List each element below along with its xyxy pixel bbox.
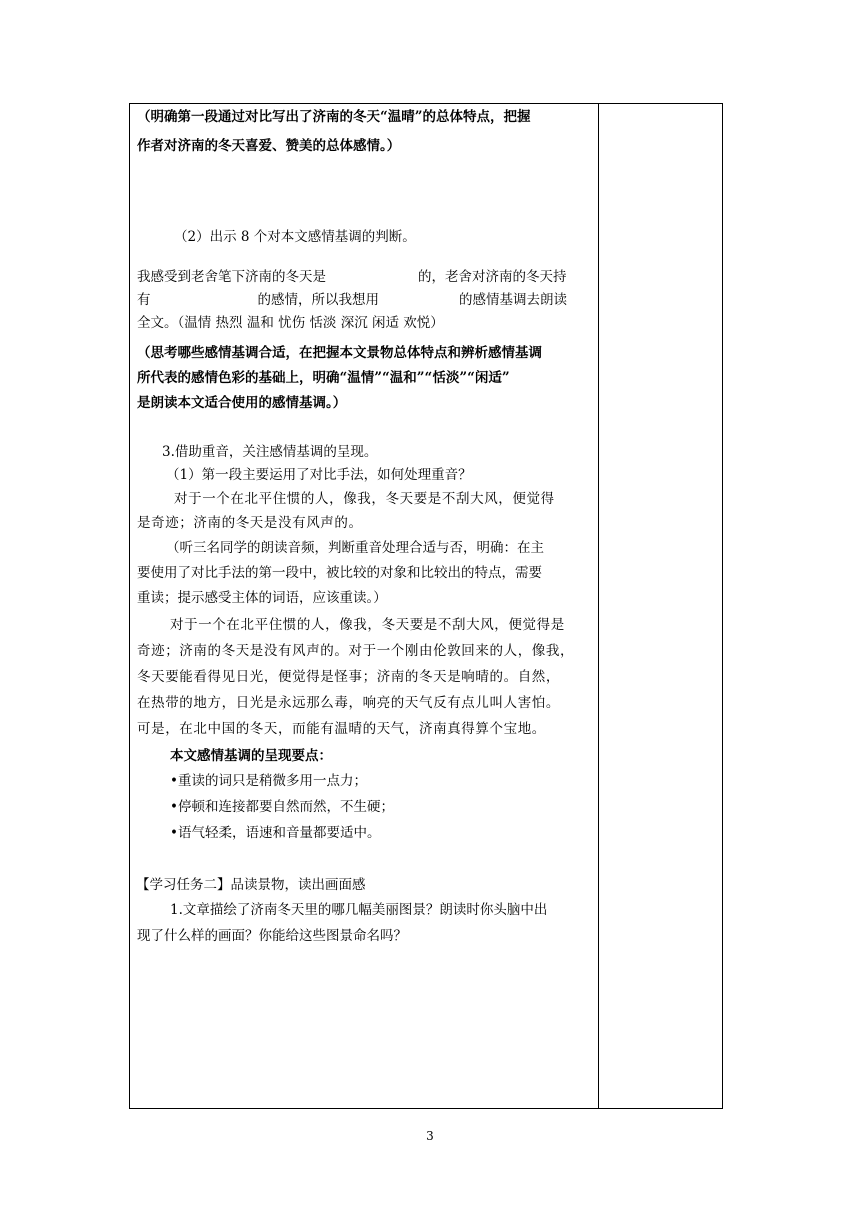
task-two-heading: 【学习任务二】品读景物，读出画面感 <box>136 877 366 893</box>
step-3-question: （1）第一段主要运用了对比手法，如何处理重音？ <box>166 467 472 483</box>
thinking-line-3: 是朗读本文适合使用的感情基调。） <box>137 395 347 411</box>
fill-blank-line-2 <box>137 290 567 310</box>
excerpt-line-1: 对于一个在北平住惯的人，像我，冬天要是不刮大风，便觉得 <box>174 491 555 507</box>
clarification-line-1: （明确第一段通过对比写出了济南的冬天“温晴”的总体特点，把握 <box>137 109 531 125</box>
passage-line-4: 在热带的地方，日光是永远那么毒，响亮的天气反有点儿叫人害怕。 <box>137 695 560 711</box>
excerpt-line-2: 是奇迹；济南的冬天是没有风声的。 <box>137 515 363 531</box>
listening-note-line-2: 要使用了对比手法的第一段中，被比较的对象和比较出的特点，需要 <box>137 565 542 581</box>
fill-blank-text: 的感情基调去朗读 <box>459 292 567 308</box>
page-number: 3 <box>426 1129 434 1143</box>
task-two-question-line-1: 1.文章描绘了济南冬天里的哪几幅美丽图景？朗读时你头脑中出 <box>170 902 548 918</box>
tone-options-line: 全文。（温情 热烈 温和 忧伤 恬淡 深沉 闲适 欢悦） <box>137 315 444 331</box>
listening-note-line-1: （听三名同学的朗读音频，判断重音处理合适与否，明确：在主 <box>166 540 544 556</box>
passage-line-2: 奇迹；济南的冬天是没有风声的。对于一个刚由伦敦回来的人，像我， <box>137 643 575 659</box>
key-point-3: •语气轻柔，语速和音量都要适中。 <box>170 825 381 841</box>
passage-line-5: 可是，在北中国的冬天，而能有温晴的天气，济南真得算个宝地。 <box>137 721 546 737</box>
fill-blank-line-1 <box>137 267 567 287</box>
step-2-heading: （2）出示 8 个对本文感情基调的判断。 <box>174 229 416 245</box>
key-point-1: •重读的词只是稍微多用一点力； <box>170 773 367 789</box>
task-two-question-line-2: 现了什么样的画面？你能给这些图景命名吗？ <box>137 928 407 944</box>
fill-blank-text: 有 <box>137 292 151 308</box>
fill-blank-text: 我感受到老舍笔下济南的冬天是 <box>137 269 326 285</box>
column-divider <box>598 103 599 1109</box>
fill-blank-text: 的感情，所以我想用 <box>257 292 379 308</box>
thinking-line-2: 所代表的感情色彩的基础上，明确“温情”“温和”“恬淡”“闲适” <box>137 370 510 386</box>
passage-line-1: 对于一个在北平住惯的人，像我，冬天要是不刮大风，便觉得是 <box>170 617 565 633</box>
listening-note-line-3: 重读；提示感受主体的词语，应该重读。） <box>137 590 387 606</box>
key-points-heading: 本文感情基调的呈现要点： <box>170 748 332 764</box>
step-3-heading: 3.借助重音，关注感情基调的呈现。 <box>162 444 378 460</box>
passage-line-3: 冬天要能看得见日光，便觉得是怪事；济南的冬天是响晴的。自然， <box>137 669 560 685</box>
thinking-line-1: （思考哪些感情基调合适，在把握本文景物总体特点和辨析感情基调 <box>137 345 542 361</box>
clarification-line-2: 作者对济南的冬天喜爱、赞美的总体感情。） <box>137 138 401 154</box>
key-point-2: •停顿和连接都要自然而然，不生硬； <box>170 799 394 815</box>
fill-blank-text: 的，老舍对济南的冬天持 <box>418 269 567 285</box>
